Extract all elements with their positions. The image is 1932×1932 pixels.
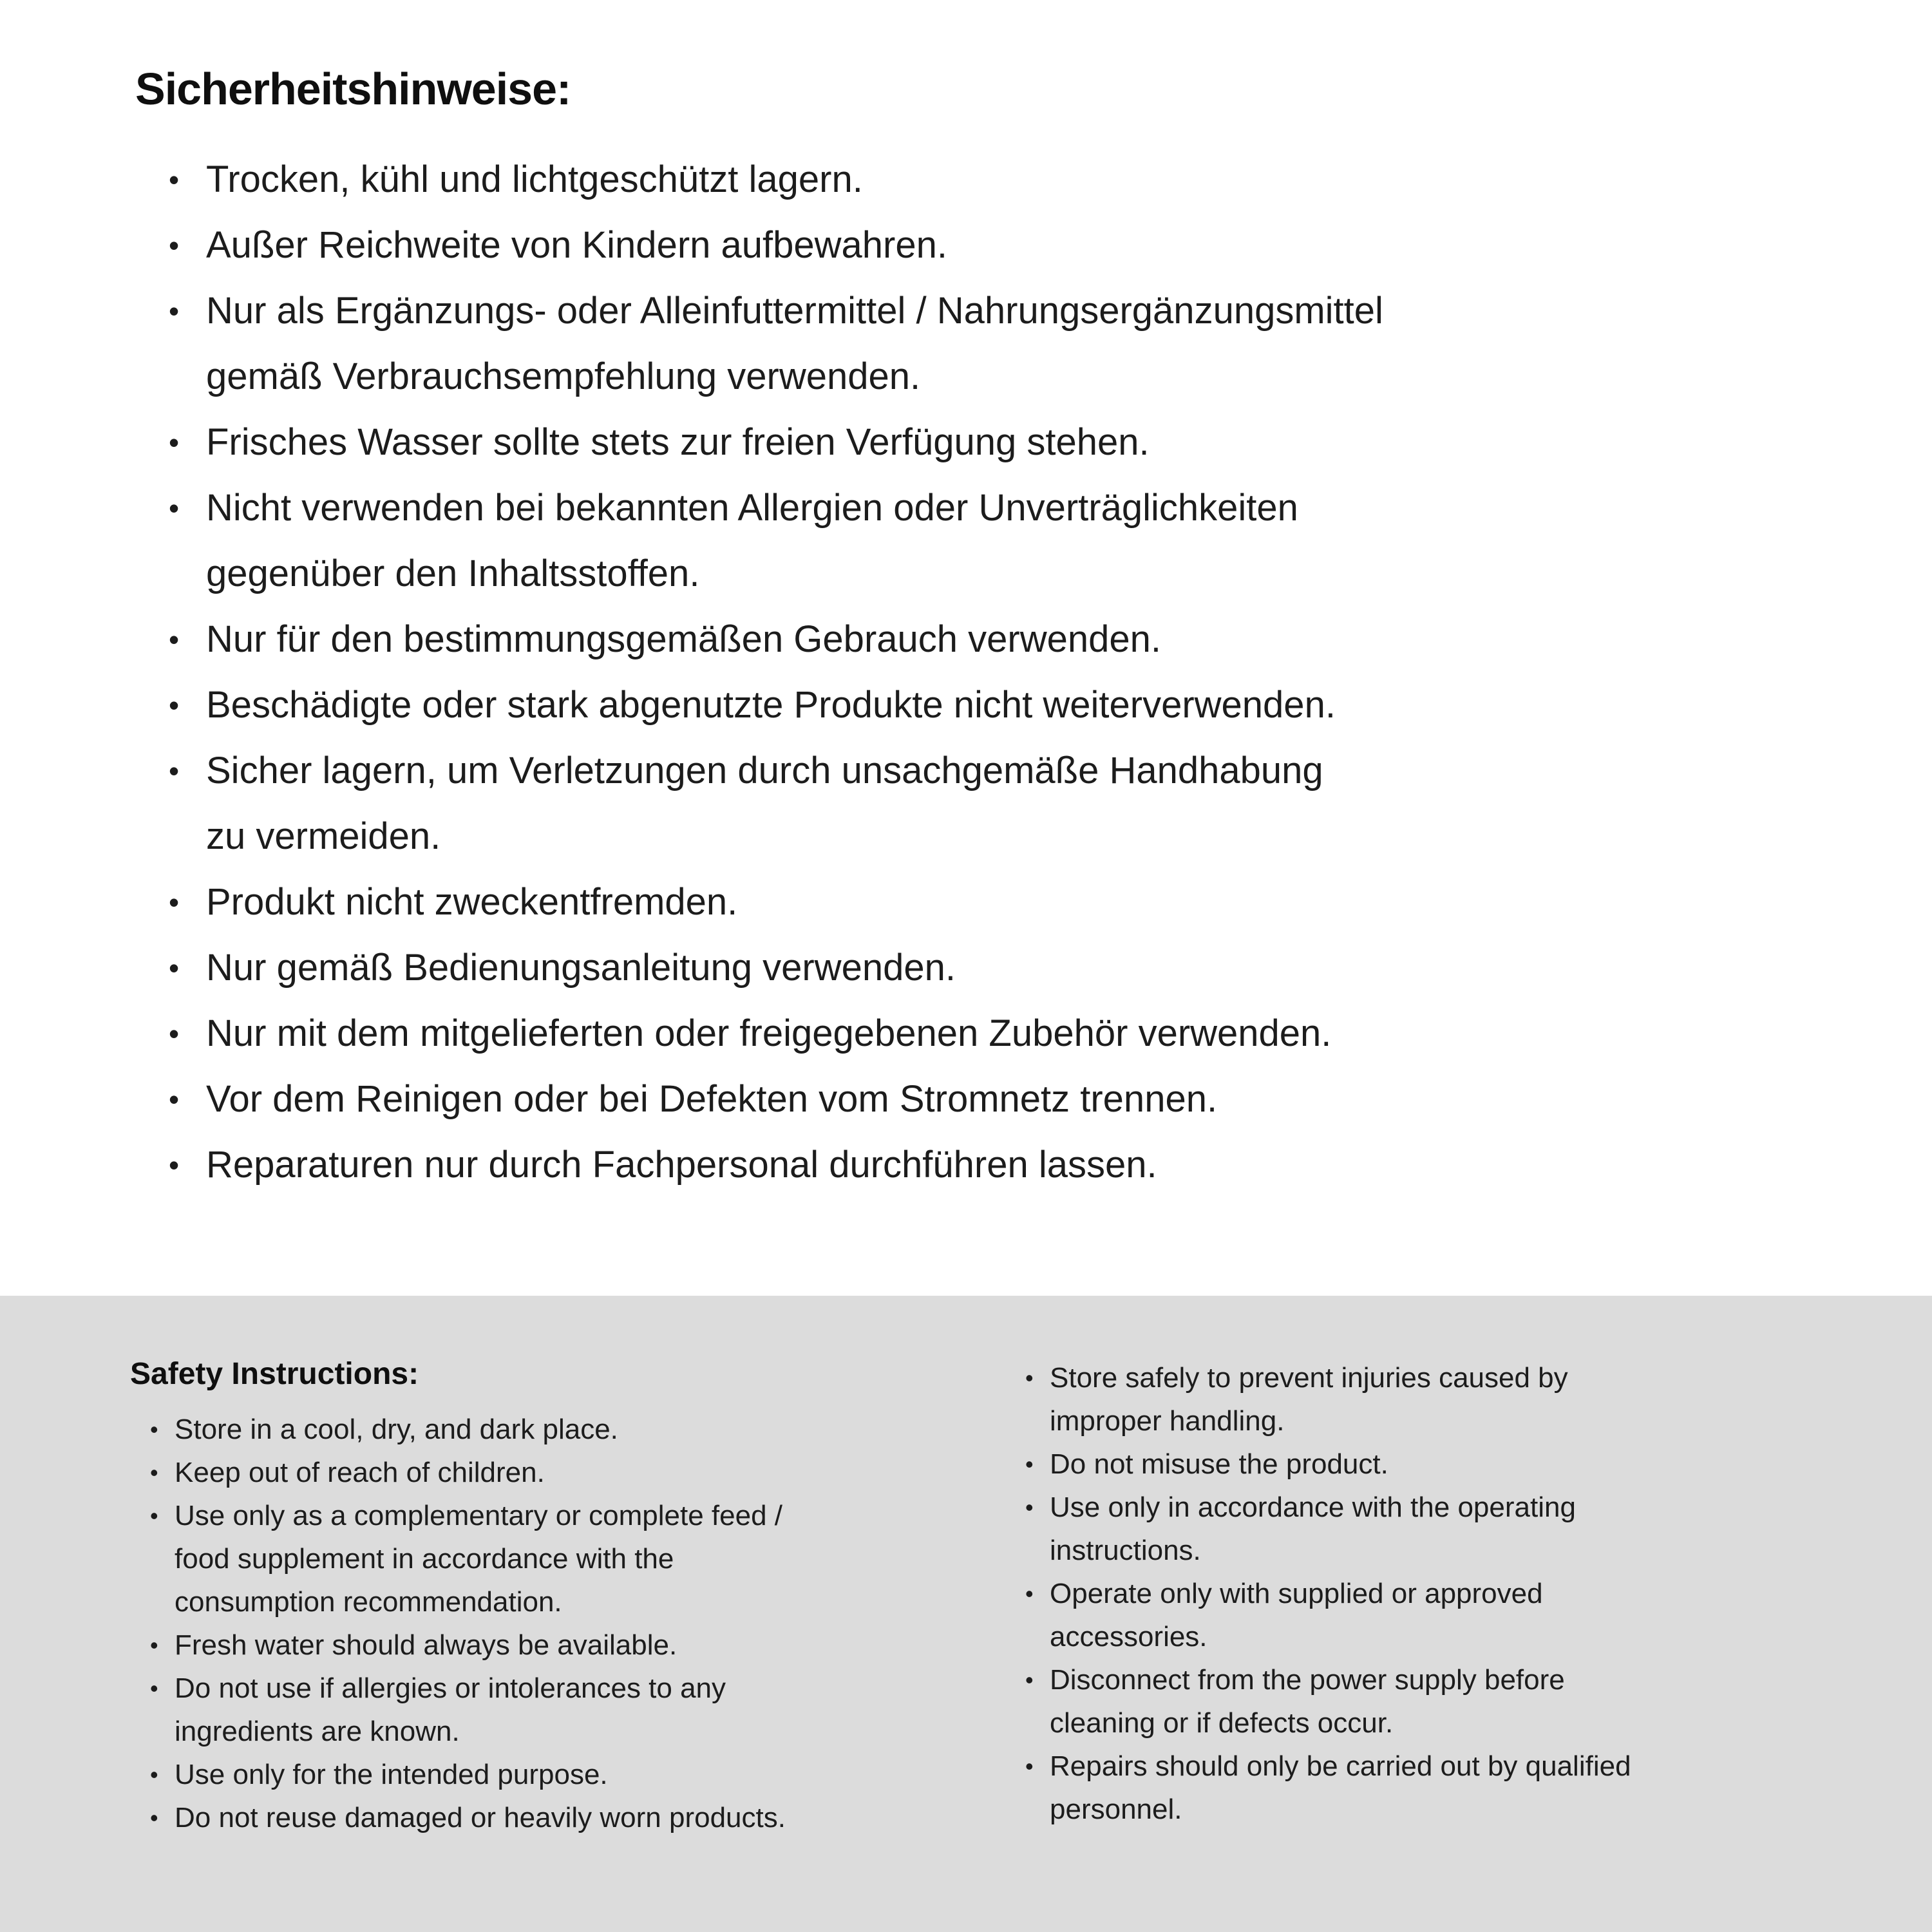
list-item	[169, 278, 1383, 410]
english-bullet-list-right	[1025, 1356, 1631, 1831]
bullet-icon: •	[150, 1416, 158, 1443]
list-item	[169, 147, 1383, 213]
list-item-text: Use only for the intended purpose.	[175, 1759, 608, 1790]
list-item-text: Repairs should only be carried out by qualified personnel.	[1050, 1750, 1631, 1825]
list-item-text: Use only as a complementary or complete feed / food supplement in accordance with the consumption recommendation.	[175, 1500, 783, 1618]
list-item-text: Außer Reichweite von Kindern aufbewahren.	[206, 224, 947, 266]
list-item	[169, 607, 1383, 672]
list-item	[150, 1451, 786, 1494]
list-item-text: Do not misuse the product.	[1050, 1448, 1388, 1480]
german-bullet-list	[169, 147, 1383, 1198]
list-item-text: Disconnect from the power supply before cleaning or if defects occur.	[1050, 1664, 1565, 1739]
list-item-text: Reparaturen nur durch Fachpersonal durchführen lassen.	[206, 1144, 1157, 1186]
list-item-text: Produkt nicht zweckentfremden.	[206, 881, 738, 923]
list-item-text: Store in a cool, dry, and dark place.	[175, 1414, 618, 1445]
list-item	[169, 1001, 1383, 1066]
bullet-icon: •	[169, 491, 180, 525]
english-heading: Safety Instructions:	[130, 1357, 419, 1391]
bullet-icon: •	[169, 294, 180, 328]
bullet-icon: •	[1025, 1667, 1034, 1693]
list-item	[150, 1667, 786, 1753]
bullet-icon: •	[150, 1804, 158, 1831]
list-item-text: Operate only with supplied or approved accessories.	[1050, 1578, 1543, 1653]
bullet-icon: •	[169, 229, 180, 262]
list-item-text: Frisches Wasser sollte stets zur freien Verfügung stehen.	[206, 421, 1150, 463]
bullet-icon: •	[169, 1083, 180, 1116]
list-item	[150, 1624, 786, 1667]
list-item	[169, 410, 1383, 475]
bullet-icon: •	[1025, 1580, 1034, 1607]
list-item	[169, 672, 1383, 738]
bullet-icon: •	[150, 1502, 158, 1529]
bullet-icon: •	[150, 1459, 158, 1486]
list-item	[1025, 1572, 1631, 1658]
bullet-icon: •	[169, 623, 180, 656]
bullet-icon: •	[169, 688, 180, 722]
list-item-text: Beschädigte oder stark abgenutzte Produkte nicht weiterverwenden.	[206, 684, 1336, 726]
list-item	[169, 213, 1383, 278]
list-item-text: Do not use if allergies or intolerances to any ingredients are known.	[175, 1672, 726, 1747]
bullet-icon: •	[169, 886, 180, 919]
bullet-icon: •	[150, 1675, 158, 1701]
list-item	[169, 935, 1383, 1001]
list-item-text: Nur mit dem mitgelieferten oder freigegebenen Zubehör verwenden.	[206, 1012, 1332, 1054]
bullet-icon: •	[1025, 1753, 1034, 1779]
list-item-text: Nur gemäß Bedienungsanleitung verwenden.	[206, 947, 956, 989]
list-item	[169, 1132, 1383, 1198]
bullet-icon: •	[150, 1632, 158, 1658]
bullet-icon: •	[150, 1761, 158, 1788]
list-item-text: Use only in accordance with the operating instructions.	[1050, 1492, 1576, 1566]
list-item	[169, 869, 1383, 935]
bullet-icon: •	[169, 163, 180, 196]
list-item-text: Vor dem Reinigen oder bei Defekten vom Stromnetz trennen.	[206, 1078, 1218, 1120]
list-item	[169, 738, 1383, 869]
bullet-icon: •	[169, 754, 180, 788]
list-item	[150, 1408, 786, 1451]
bullet-icon: •	[169, 951, 180, 985]
bullet-icon: •	[1025, 1451, 1034, 1477]
list-item-text: Fresh water should always be available.	[175, 1629, 677, 1661]
list-item	[169, 475, 1383, 607]
bullet-icon: •	[169, 1017, 180, 1050]
list-item-text: Nur für den bestimmungsgemäßen Gebrauch verwenden.	[206, 618, 1161, 660]
list-item	[1025, 1745, 1631, 1831]
english-bullet-list-left	[150, 1408, 786, 1839]
list-item	[1025, 1443, 1631, 1486]
german-heading: Sicherheitshinweise:	[135, 64, 571, 114]
list-item	[1025, 1486, 1631, 1572]
list-item	[1025, 1356, 1631, 1443]
list-item-text: Do not reuse damaged or heavily worn products.	[175, 1802, 786, 1833]
list-item	[150, 1494, 786, 1624]
list-item	[1025, 1658, 1631, 1745]
list-item-text: Sicher lagern, um Verletzungen durch unsachgemäße Handhabung zu vermeiden.	[206, 750, 1323, 857]
list-item-text: Trocken, kühl und lichtgeschützt lagern.	[206, 158, 863, 200]
list-item	[150, 1753, 786, 1796]
list-item	[150, 1796, 786, 1839]
list-item-text: Store safely to prevent injuries caused by improper handling.	[1050, 1362, 1568, 1437]
list-item-text: Nicht verwenden bei bekannten Allergien oder Unverträglichkeiten gegenüber den Inhaltsstoffen.	[206, 487, 1298, 594]
bullet-icon: •	[169, 426, 180, 459]
bullet-icon: •	[1025, 1365, 1034, 1391]
bullet-icon: •	[169, 1148, 180, 1182]
list-item-text: Nur als Ergänzungs- oder Alleinfuttermittel / Nahrungsergänzungsmittel gemäß Verbrauchsempfehlung verwenden.	[206, 290, 1383, 397]
list-item-text: Keep out of reach of children.	[175, 1457, 545, 1488]
bullet-icon: •	[1025, 1494, 1034, 1520]
list-item	[169, 1066, 1383, 1132]
